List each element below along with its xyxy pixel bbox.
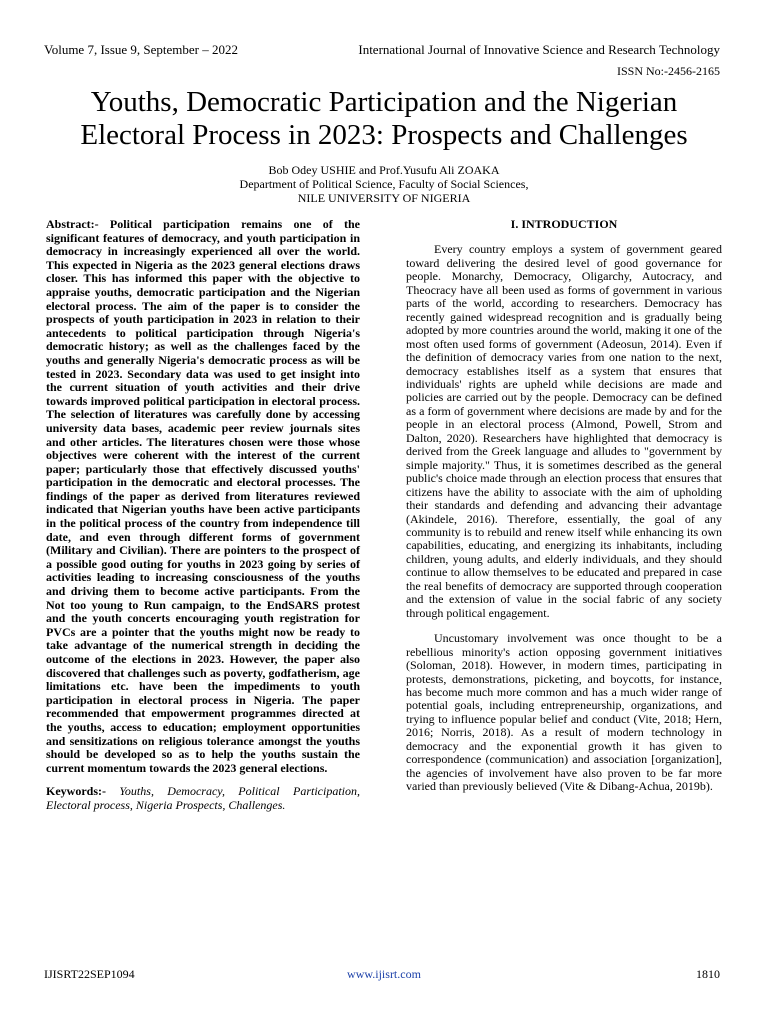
page-number: 1810 (696, 967, 720, 981)
keywords (46, 785, 360, 812)
abstract: Abstract:- Political participation remains one of the significant features of democracy, and youth participation in democracy in increasingly experienced all over the world. This expected in Nigeria as the 2023 general elections draws closer. This has informed this paper with the objective to appraise youths, democratic participation and the Nigerian electoral process. The aim of the paper is to consider the prospects of youth participation in 2023 in relation to their antecedents to political participation through Nigeria's democratic history; as well as the challenges faced by the youths and generally Nigeria's democratic process as will be tested in 2023. Secondary data was used to get insight into the current situation of youth activities and their drive towards improved political participation in electoral process. The selection of literatures was carefully done by accessing university data bases, academic peer review journals sites and other articles. The literatures chosen were those whose objectives were coherent with the interest of the current paper; particularly those that effectively discussed youths' participation in the democratic and electoral processes. The findings of the paper as derived from literatures reviewed indicated that Nigerian youths have been active participants in the political process of the country from independence till date, and even through different forms of government (Military and Civilian). There are pointers to the prospect of a possible good outing for youths in 2023 going by series of activities leading to increasing consciousness of the youths and driving them to become active participants. From the Not too young to Run campaign, to the EndSARS protest and the youth concerts encouraging youth registration for PVCs are a pointer that the youths might now be ready to take advantage of the numerical strength in deciding the outcome of the elections in 2023. However, the paper also discovered that challenges such as poverty, godfatherism, age limitations etc. have been the impediments to youth participation in electoral process in Nigeria. The paper recommended that empowerment programmes directed at the youths, access to education; employment opportunities and sensitizations on religious tolerance amongst the youths should be developed so as to help the youths sustain the current momentum towards the 2023 general elections. (46, 217, 360, 775)
keywords-label: Keywords:- (46, 784, 106, 799)
author-names: Bob Odey USHIE and Prof.Yusufu Ali ZOAKA (268, 163, 500, 177)
paper-title (40, 86, 728, 152)
section-heading: I. INTRODUCTION (510, 217, 618, 231)
title-line-2: Electoral Process in 2023: Prospects and Challenges (80, 119, 688, 151)
author-department: Department of Political Science, Faculty of Social Sciences, (239, 177, 529, 191)
left-column (46, 218, 360, 813)
website-link[interactable]: www.ijisrt.com (347, 967, 421, 981)
title-line-1: Youths, Democratic Participation and the Nigerian (90, 86, 678, 118)
journal-name: International Journal of Innovative Science and Research Technology (358, 42, 720, 57)
keywords-text: Youths, Democracy, Political Participation, Electoral process, Nigeria Prospects, Challenges. (46, 784, 360, 812)
journal-volume: Volume 7, Issue 9, September – 2022 (44, 42, 239, 57)
author-block (40, 163, 728, 205)
intro-paragraph-1: Every country employs a system of government geared toward delivering the desired level of good governance for people. Monarchy, Democracy, Oligarchy, Autocracy, and Theocracy have all been used as forms of government in various parts of the world, according to researchers. Democracy has recently gained widespread recognition and is gradually being adopted by more countries around the world, making it one of the most often used forms of government (Adeosun, 2014). Even if the definition of democracy varies from one nation to the next, democracy establishes itself as a system that ensures that individuals' rights are upheld while decisions are made and policies are carried out by the people. Democracy can be defined as a form of government where decisions are made by and for the people in an electoral process (Almond, Powell, Strom and Dalton, 2020). Researchers have highlighted that democracy is derived from the Greek language and alludes to "government by simple majority." Thus, it is sometimes described as the general public's choice made through an election process that ensures that citizens have the ability to associate with the aim of upholding their standards and defending and advancing their advantage (Akindele, 2016). Therefore, essentially, the goal of any community is to rebuild and renew itself while enhancing its own capabilities, educating, and energizing its inhabitants, including children, young adults, and elderly individuals, and they should continue to allow themselves to be educated and prepared in case the real benefits of democracy are supported through cooperation and the extension of value in the social fabric of any society through political engagement. (406, 242, 722, 620)
author-university: NILE UNIVERSITY OF NIGERIA (297, 191, 471, 205)
intro-paragraph-2: Uncustomary involvement was once thought to be a rebellious minority's action opposing government initiatives (Soloman, 2018). However, in modern times, participating in protests, demonstrations, picketing, and boycotts, for instance, has become much more common and has a much wider range of potential goals, including entrepreneurship, organizations, and trying to influence popular belief and conduct (Vite, 2018; Hern, 2016; Norris, 2018). As a result of modern technology in democracy and the exponential growth it has given to correspondence (communication) and association [organization], the agencies of involvement have also proven to be far more varied than previously believed (Vite & Dibang-Achua, 2019b). (406, 631, 722, 794)
paper-id: IJISRT22SEP1094 (44, 967, 135, 981)
journal-issn: ISSN No:-2456-2165 (616, 64, 720, 78)
right-column (406, 218, 722, 806)
